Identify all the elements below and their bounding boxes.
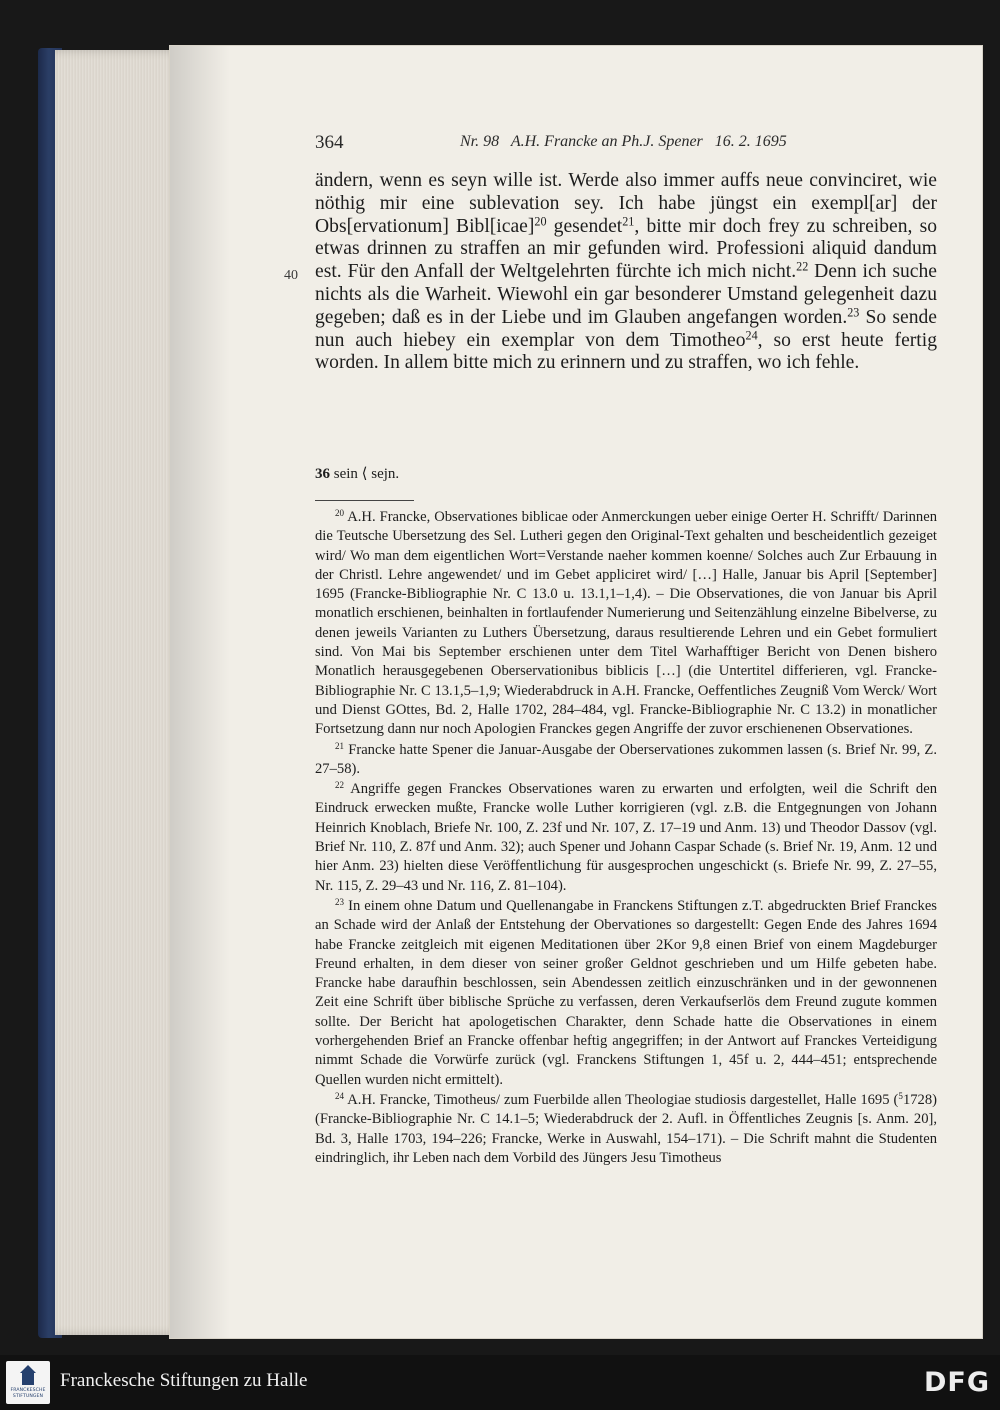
footnote-text: Angriffe gegen Franckes Observationes waren zu erwarten und erfolgten, weil die Schrift den Eindruck erwecken mußte, Francke wolle Luther korrigieren (vgl. z.B. die Entgegnungen von Johann Heinrich Knoblach, Briefe Nr. 100, Z. 23f und Nr. 107, Z. 17–19 und Anm. 13) und Theodor Dassov (vgl. Brief Nr. 110, Z. 87f und Anm. 32); auch Spener und Johann Caspar Schade (s. Brief Nr. 19, Anm. 12 und hier Anm. 23) hielten diese Veröffentlichung für ausgesprochen ungeschickt (s. Briefe Nr. 99, Z. 27–55, Nr. 115, Z. 29–43 und Nr. 116, Z. 81–104). — [315, 781, 937, 894]
footnotes — [315, 508, 937, 1169]
dfg-logo[interactable]: DFG — [923, 1367, 990, 1398]
footnote-number: 23 — [335, 896, 345, 907]
footnote-22 — [315, 780, 937, 896]
apparatus-note: sein ⟨ sejn. — [330, 466, 400, 482]
apparatus-line-ref: 36 — [315, 466, 330, 482]
footnote-23 — [315, 897, 937, 1090]
logo-wordmark: FRANCKESCHE STIFTUNGEN — [10, 1388, 46, 1399]
footnote-number: 24 — [335, 1090, 345, 1101]
footnote-number: 20 — [335, 508, 345, 519]
footnote-text: A.H. Francke, Timotheus/ zum Fuerbilde allen Theologiae studiosis dargestellet, Halle 1695 ($^5$1728) (Francke-Bibliographie Nr. C 14.1–5; Wiederabdruck der 2. Aufl. in Öffentliches Zeugnis [s. Anm. 20], Bd. 3, Halle 1703, 194–226; Francke, Werke in Auswahl, 154–171). – Die Schrift mahnt die Studenten eindringlich, ihr Leben nach dem Vorbild des Jüngers Jesu Timotheus — [315, 1090, 937, 1166]
footnote-number: 22 — [335, 780, 345, 791]
running-head: Nr. 98 A.H. Francke an Ph.J. Spener 16. 2. 1695 — [460, 133, 787, 150]
page-number: 364 — [315, 132, 344, 153]
letter-text — [315, 170, 937, 375]
footnote-20 — [315, 508, 937, 740]
footnote-text: A.H. Francke, Observationes biblicae oder Anmerckungen ueber einige Oerter H. Schrifft/ Darinnen die Teutsche Ubersetzung des Sel. Lutheri gegen den Original-Text gehalten und bescheidentlich gezeiget wird/ Wo man dem eigentlichen Wort=Verstande naeher kommen koenne/ Solches auch Zur Erbauung in der Christl. Lehre angewendet/ und im Gebet appliciret wird/ […] Halle, Januar bis April [September] 1695 (Francke-Bibliographie Nr. C 13.0 u. 13.1,1–1,4). – Die Observationes, die von Januar bis April monatlich erschienen, beinhalten in fortlaufender Numerierung und Seitenzählung einzelne Bibelverse, zu denen jeweils Varianten zu Luthers Übersetzung, daraus resultierende Lehren und ein Gebet formuliert sind. Von Mai bis September erschienen unter dem Titel Warhafftiger Bericht von Denen bishero Monatlich herausgegebenen Oberservationibus biblicis […] (die Untertitel differieren, vgl. Francke-Bibliographie Nr. C 13.1,5–1,9; Wiederabdruck in A.H. Francke, Oeffentliches Zeugniß Vom Werck/ Wort und Dienst GOttes, Bd. 2, Halle 1702, 284–484, vgl. Francke-Bibliographie Nr. C 13.2) in monatlicher Fortsetzung dann nur noch Apologien Franckes gegen Angriffe der zuvor erschienenen Observationes. — [315, 509, 937, 738]
book-page — [170, 46, 982, 1338]
footnote-24 — [315, 1091, 937, 1168]
franckesche-stiftungen-logo[interactable] — [6, 1361, 50, 1404]
page-stack-edge — [55, 50, 185, 1335]
footnote-text: Francke hatte Spener die Januar-Ausgabe der Oberservationes zukommen lassen (s. Brief Nr. 99, Z. 27–58). — [315, 741, 937, 777]
institution-title[interactable]: Franckesche Stiftungen zu Halle — [60, 1370, 308, 1391]
viewer-footer — [0, 1355, 1000, 1410]
logo-house-icon — [22, 1373, 34, 1385]
footnote-text: In einem ohne Datum und Quellenangabe in Franckens Stiftungen z.T. abgedruckten Brief Franckes an Schade wird der Anlaß der Entstehung der Obervationes so dargestellt: Gegen Ende des Jahres 1694 habe Francke zeitgleich mit eigenen Meditationen über 2Kor 9,8 einen Brief von einem Magdeburger Freund erhalten, in dem dieser von seiner großer Geldnot geschrieben und um Hilfe gebeten habe. Francke habe daraufhin beschlossen, sein Abendessen zeitlich einzuschränken und in der gewonnenen Zeit eine Schrift über biblische Sprüche zu verfassen, deren Verkaufserlös dem Freund zugute kommen sollte. Der Bericht hat apologetischen Charakter, denn Schade hatte die Observationes in einem vorhergehenden Brief an Francke offenbar heftig angegriffen; in der Antwort auf Franckes Verteidigung nimmt Schade die Vorwürfe zurück (vgl. Franckens Stiftungen 1, 45f u. 2, 444–451; entsprechende Quellen wurden nicht ermittelt). — [315, 897, 937, 1088]
logo-roof-icon — [20, 1365, 36, 1373]
text-apparatus — [315, 464, 399, 483]
line-number-marker: 40 — [284, 268, 298, 283]
footnote-number: 21 — [335, 740, 345, 751]
footnote-21 — [315, 741, 937, 780]
letter-paragraph: ändern, wenn es seyn wille ist. Werde also immer auffs neue convinciret, wie nöthig mir eine sublevation sey. Ich habe jüngst ein exempl[ar] der Obs[ervationum] Bibl[icae]$^{20}$ gesendet$^{21}$, bitte mir doch frey zu schreiben, so etwas drinnen zu straffen an mir gefunden wird. Professioni aliquid dandum est. Für den Anfall der Weltgelehrten fürchte ich mich nicht.$^{22}$ Denn ich suche nichts als die Warheit. Wiewohl ein gar besonderer Umstand gelegenheit dazu gegeben; daß es in der Liebe und im Glauben angefangen worden.$^{23}$ So sende nun auch hiebey ein exemplar von dem Timotheo$^{24}$, so erst heute fertig worden. In allem bitte mich zu erinnern und zu straffen, wo ich fehle. — [315, 170, 937, 374]
footnote-divider — [315, 500, 414, 501]
